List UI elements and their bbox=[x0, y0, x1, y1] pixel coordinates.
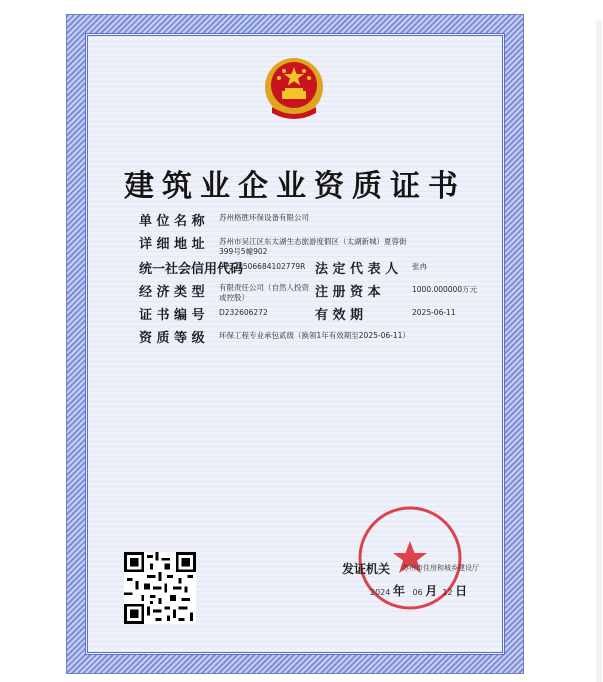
certificate-title: 建筑业企业资质证书 bbox=[124, 169, 466, 204]
issuing-authority-label: 发证机关 bbox=[342, 562, 391, 576]
issue-date bbox=[370, 582, 467, 599]
company-name-label: 单 位 名 称 bbox=[139, 214, 205, 229]
registered-capital-value: 1000.000000万元 bbox=[412, 285, 478, 294]
national-emblem-icon bbox=[262, 55, 326, 121]
issue-year: 2024 bbox=[370, 588, 391, 597]
address-label: 详 细 地 址 bbox=[139, 237, 205, 252]
issuing-authority-value: 苏州市住房和城乡建设厅 bbox=[402, 564, 479, 572]
economic-type-label: 经 济 类 型 bbox=[139, 285, 205, 300]
certificate-number-value: D232606272 bbox=[219, 308, 268, 317]
credit-code-value: 91320506684102779R bbox=[219, 262, 306, 271]
issue-month: 06 bbox=[412, 588, 423, 597]
company-name-value: 苏州格胜环保设备有限公司 bbox=[219, 213, 309, 222]
validity-value: 2025-06-11 bbox=[412, 308, 456, 317]
legal-rep-label: 法 定 代 表 人 bbox=[315, 262, 399, 277]
issue-month-unit: 月 bbox=[425, 584, 438, 598]
issue-day: 12 bbox=[442, 588, 453, 597]
qr-code bbox=[124, 552, 196, 624]
certificate-number-label: 证 书 编 号 bbox=[139, 308, 205, 323]
registered-capital-label: 注 册 资 本 bbox=[315, 285, 381, 300]
address-value: 苏州市吴江区东太湖生态旅游度假区（太湖新城）夏蓉街399号5幢902 bbox=[219, 237, 407, 256]
scan-edge bbox=[596, 20, 602, 682]
validity-label: 有 效 期 bbox=[315, 308, 364, 323]
qualification-grade-label: 资 质 等 级 bbox=[139, 331, 205, 346]
credit-code-label: 统一社会信用代码 bbox=[139, 262, 244, 277]
qualification-grade-value: 环保工程专业承包贰级（换领1年有效期至2025-06-11） bbox=[219, 331, 410, 340]
economic-type-value: 有限责任公司（自然人投资或控股） bbox=[219, 283, 309, 302]
issue-day-unit: 日 bbox=[455, 584, 468, 598]
issue-year-unit: 年 bbox=[392, 584, 405, 598]
legal-rep-value: 张冉 bbox=[412, 262, 427, 271]
